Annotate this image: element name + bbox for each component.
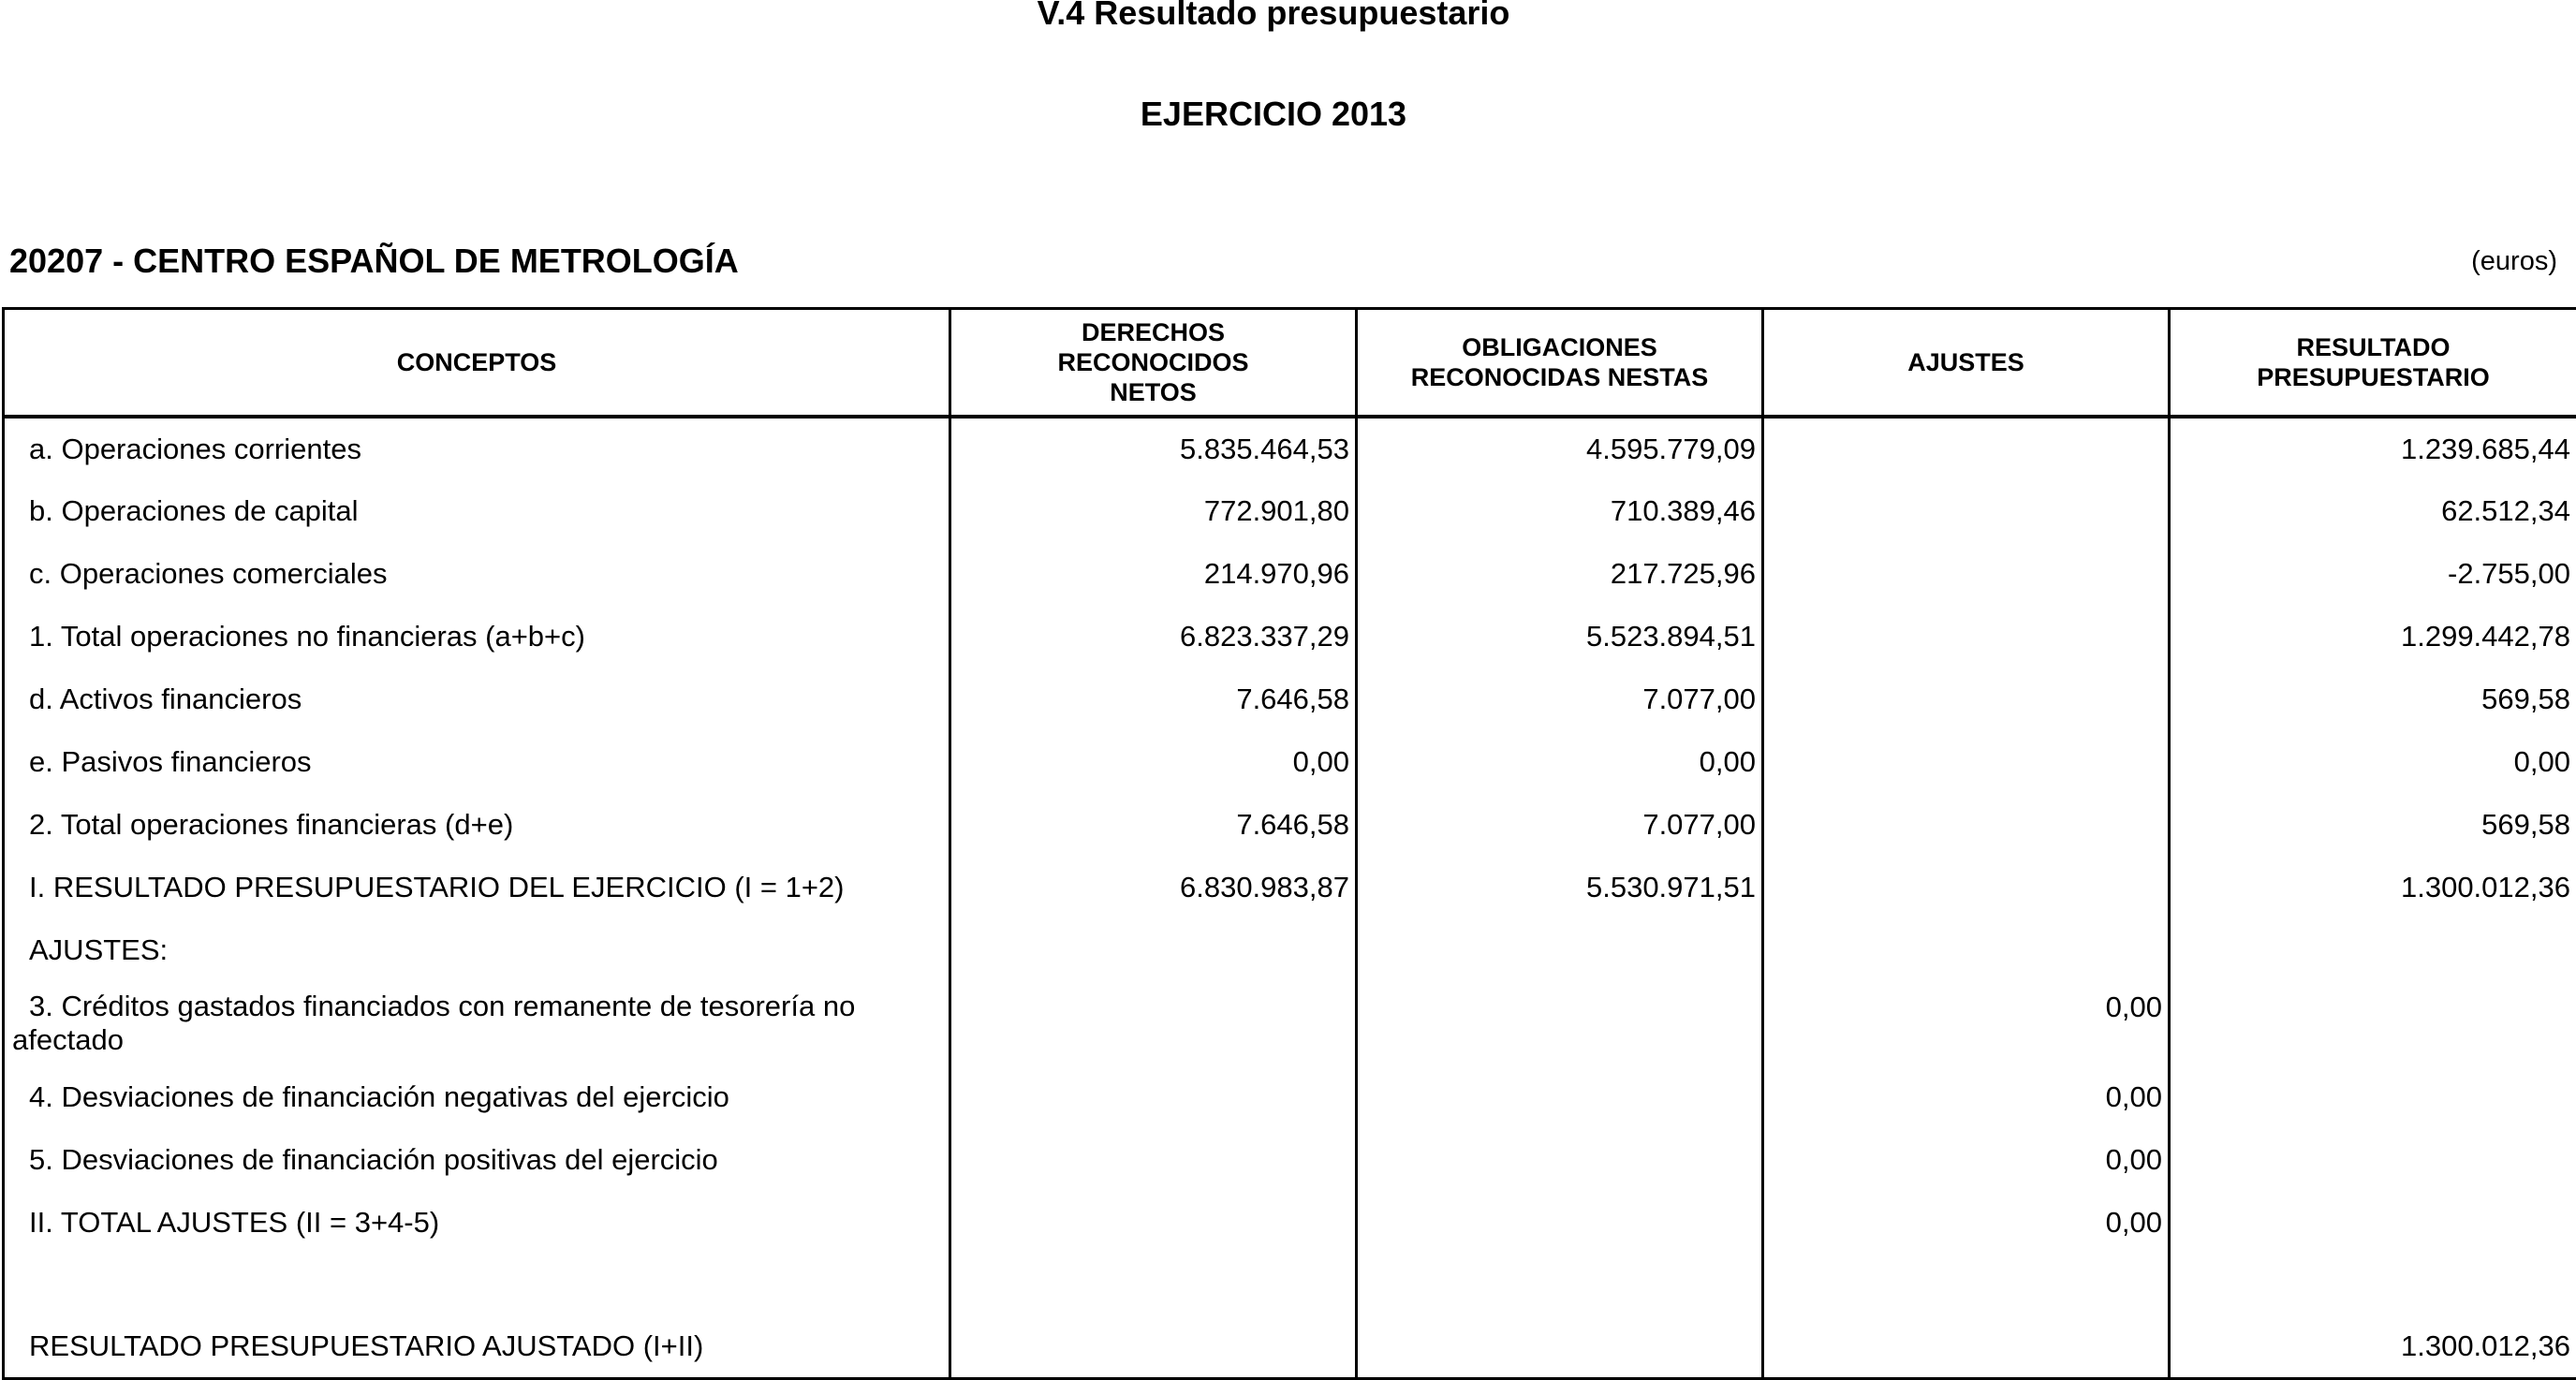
cell-derechos: 6.830.983,87 (950, 856, 1357, 918)
table-row (4, 668, 2576, 730)
cell-resultado: 569,58 (2170, 793, 2576, 856)
cell-derechos: 5.835.464,53 (950, 417, 1357, 479)
cell-derechos (950, 918, 1357, 981)
cell-resultado: 1.300.012,36 (2170, 856, 2576, 918)
cell-resultado (2170, 1128, 2576, 1191)
cell-obligaciones: 7.077,00 (1357, 668, 1763, 730)
cell-resultado: -2.755,00 (2170, 542, 2576, 605)
column-header-obligaciones-text: OBLIGACIONES RECONOCIDAS NESTAS (1406, 332, 1715, 392)
cell-concepto: 2. Total operaciones financieras (d+e) (4, 793, 950, 856)
cell-ajustes (1763, 856, 2170, 918)
cell-ajustes (1763, 417, 2170, 479)
cell-resultado: 1.299.442,78 (2170, 605, 2576, 668)
table-row (4, 793, 2576, 856)
cell-resultado: 62.512,34 (2170, 479, 2576, 542)
cell-concepto: RESULTADO PRESUPUESTARIO AJUSTADO (I+II) (4, 1315, 950, 1378)
cell-derechos: 7.646,58 (950, 793, 1357, 856)
cell-ajustes (1763, 1315, 2170, 1378)
cell-concepto: e. Pasivos financieros (4, 730, 950, 793)
cell-derechos (950, 981, 1357, 1065)
cell-concepto: I. RESULTADO PRESUPUESTARIO DEL EJERCICIO (I = 1+2) (4, 856, 950, 918)
cell-obligaciones (1357, 1315, 1763, 1378)
cell-concepto: c. Operaciones comerciales (4, 542, 950, 605)
cell-ajustes (1763, 793, 2170, 856)
table-row (4, 856, 2576, 918)
cell-ajustes (1763, 918, 2170, 981)
cell-obligaciones: 0,00 (1357, 730, 1763, 793)
cell-ajustes (1763, 1254, 2170, 1315)
cell-resultado (2170, 1191, 2576, 1254)
cell-obligaciones (1357, 1065, 1763, 1128)
cell-obligaciones: 217.725,96 (1357, 542, 1763, 605)
cell-obligaciones (1357, 1128, 1763, 1191)
cell-ajustes (1763, 605, 2170, 668)
cell-obligaciones: 5.530.971,51 (1357, 856, 1763, 918)
table-row (4, 1315, 2576, 1378)
cell-ajustes (1763, 479, 2170, 542)
cell-derechos (950, 1191, 1357, 1254)
table-row (4, 1065, 2576, 1128)
cell-concepto (4, 1254, 950, 1315)
cell-concepto: d. Activos financieros (4, 668, 950, 730)
cell-obligaciones (1357, 1254, 1763, 1315)
table-header-row (4, 309, 2576, 418)
cell-ajustes (1763, 730, 2170, 793)
cell-derechos (950, 1128, 1357, 1191)
cell-obligaciones (1357, 981, 1763, 1065)
cell-ajustes: 0,00 (1763, 1128, 2170, 1191)
currency-unit-label: (euros) (2471, 245, 2557, 277)
cell-obligaciones (1357, 1191, 1763, 1254)
column-header-obligaciones (1357, 309, 1763, 418)
cell-ajustes: 0,00 (1763, 981, 2170, 1065)
cell-concepto: 1. Total operaciones no financieras (a+b+c) (4, 605, 950, 668)
table-row (4, 542, 2576, 605)
cell-ajustes (1763, 542, 2170, 605)
cell-derechos: 772.901,80 (950, 479, 1357, 542)
cell-obligaciones: 710.389,46 (1357, 479, 1763, 542)
table-row (4, 730, 2576, 793)
fiscal-year-title: EJERCICIO 2013 (0, 95, 2547, 133)
cell-concepto: II. TOTAL AJUSTES (II = 3+4-5) (4, 1191, 950, 1254)
cell-resultado: 1.300.012,36 (2170, 1315, 2576, 1378)
table-row (4, 1191, 2576, 1254)
table-row (4, 417, 2576, 479)
cell-concepto: 4. Desviaciones de financiación negativas del ejercicio (4, 1065, 950, 1128)
cell-derechos (950, 1065, 1357, 1128)
report-title: V.4 Resultado presupuestario (0, 0, 2547, 32)
cell-obligaciones: 4.595.779,09 (1357, 417, 1763, 479)
cell-ajustes: 0,00 (1763, 1191, 2170, 1254)
table-row (4, 981, 2576, 1065)
cell-ajustes: 0,00 (1763, 1065, 2170, 1128)
cell-derechos: 7.646,58 (950, 668, 1357, 730)
column-header-resultado-text: RESULTADO PRESUPUESTARIO (2243, 332, 2505, 392)
cell-resultado: 569,58 (2170, 668, 2576, 730)
cell-concepto: a. Operaciones corrientes (4, 417, 950, 479)
cell-ajustes (1763, 668, 2170, 730)
table-row (4, 1128, 2576, 1191)
table-row (4, 918, 2576, 981)
cell-resultado: 0,00 (2170, 730, 2576, 793)
organization-title: 20207 - CENTRO ESPAÑOL DE METROLOGÍA (9, 242, 739, 280)
cell-concepto: 5. Desviaciones de financiación positivas del ejercicio (4, 1128, 950, 1191)
cell-obligaciones: 7.077,00 (1357, 793, 1763, 856)
cell-derechos: 0,00 (950, 730, 1357, 793)
cell-obligaciones: 5.523.894,51 (1357, 605, 1763, 668)
cell-derechos: 6.823.337,29 (950, 605, 1357, 668)
table-row (4, 479, 2576, 542)
cell-resultado: 1.239.685,44 (2170, 417, 2576, 479)
cell-concepto: AJUSTES: (4, 918, 950, 981)
cell-resultado (2170, 981, 2576, 1065)
cell-resultado (2170, 1065, 2576, 1128)
cell-resultado (2170, 1254, 2576, 1315)
column-header-derechos (950, 309, 1357, 418)
cell-derechos (950, 1315, 1357, 1378)
budget-result-table (2, 307, 2576, 1380)
column-header-derechos-text: DERECHOS RECONOCIDOS NETOS (1013, 317, 1294, 407)
column-header-ajustes: AJUSTES (1763, 309, 2170, 418)
cell-derechos (950, 1254, 1357, 1315)
column-header-conceptos: CONCEPTOS (4, 309, 950, 418)
cell-concepto: 3. Créditos gastados financiados con remanente de tesorería no afectado (4, 981, 950, 1065)
cell-resultado (2170, 918, 2576, 981)
table-row (4, 605, 2576, 668)
cell-obligaciones (1357, 918, 1763, 981)
table-row (4, 1254, 2576, 1315)
cell-concepto: b. Operaciones de capital (4, 479, 950, 542)
column-header-resultado (2170, 309, 2576, 418)
cell-derechos: 214.970,96 (950, 542, 1357, 605)
